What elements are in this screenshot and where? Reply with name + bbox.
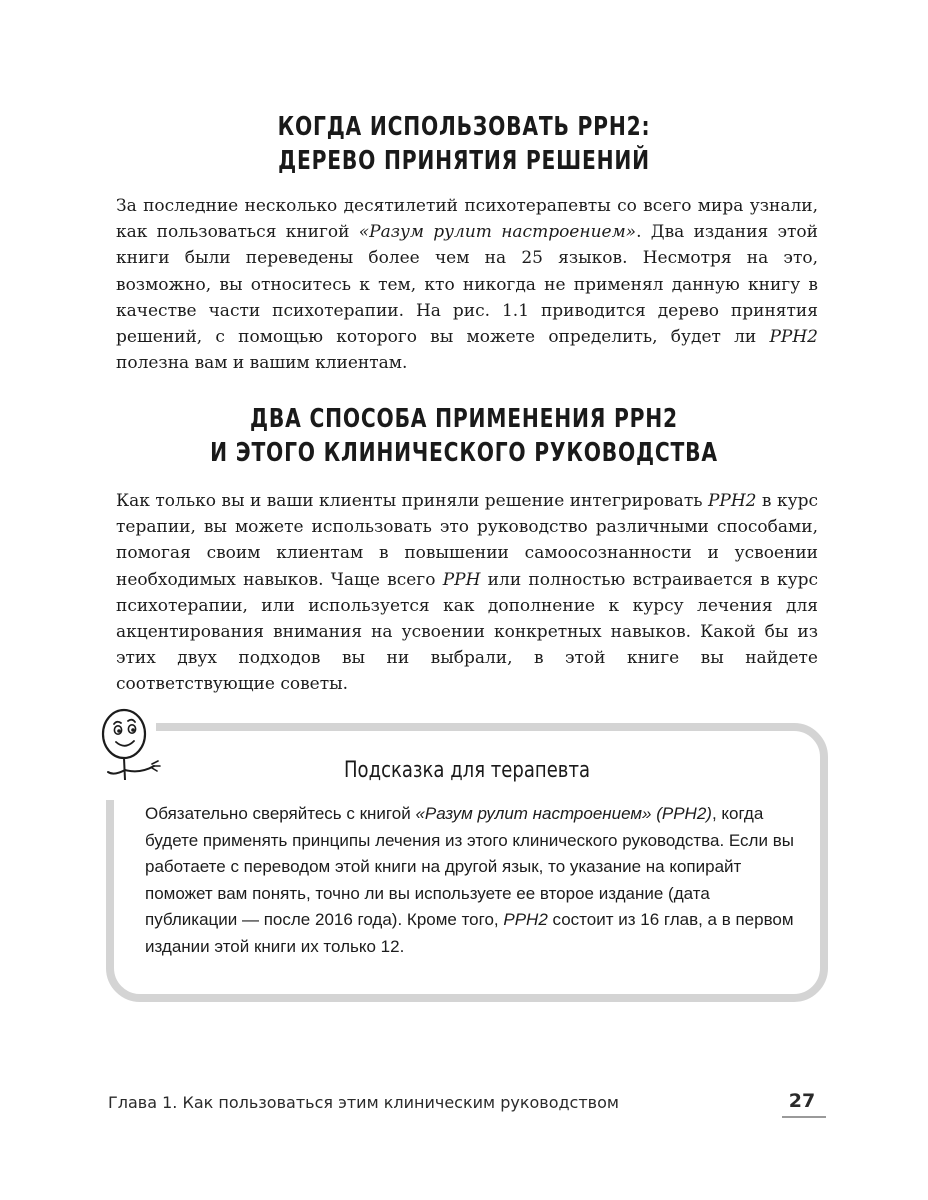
smiley-mascot-icon bbox=[92, 706, 172, 796]
text-run: или полностью встраивается в курс психотерапии, или используется как дополнение к курсу лечения для акцентирования внимания на усвоении конкретных навыков. Какой бы из этих двух подходов вы ни выбрали, в этой книге вы найдете соответствующие советы. bbox=[116, 569, 818, 695]
text-run: , когда будете применять принципы лечения из этого клинического руководства. Если вы работаете с переводом этой книги на другой язык, то указание на копирайт поможет вам понять, точно ли вы используете ее второе издание (дата публикации — после 2016 года). Кроме того, bbox=[145, 804, 794, 930]
text-run: Как только вы и ваши клиенты приняли решение интегрировать bbox=[116, 491, 708, 511]
text-run: За последние несколько десятилетий психотерапевты со всего мира узнали, как пользоваться книгой bbox=[116, 196, 818, 243]
book-abbrev: РРН2 bbox=[769, 327, 818, 348]
book-abbrev: РРН2 bbox=[503, 910, 548, 930]
heading-line: И ЭТОГО КЛИНИЧЕСКОГО РУКОВОДСТВА bbox=[210, 438, 718, 468]
book-title: «Разум рулит настроением» bbox=[358, 222, 637, 243]
page-number-rule bbox=[782, 1116, 826, 1118]
text-run: в курс терапии, вы можете использовать это руководство различными способами, помогая своим клиентам в повышении самоосознанности и усвоении необходимых навыков. Чаще всего bbox=[116, 491, 818, 590]
heading-line: ДВА СПОСОБА ПРИМЕНЕНИЯ РРН2 bbox=[250, 404, 678, 434]
book-abbrev: РРН2 bbox=[707, 491, 757, 511]
footer-chapter-title: Глава 1. Как пользоваться этим клиническим руководством bbox=[108, 1093, 619, 1112]
section-heading-decision-tree bbox=[102, 110, 826, 178]
heading-line: КОГДА ИСПОЛЬЗОВАТЬ РРН2: bbox=[277, 112, 651, 142]
text-run: полезна вам и вашим клиентам. bbox=[116, 353, 408, 374]
book-title: «Разум рулит настроением» (РРН2) bbox=[415, 804, 712, 823]
book-abbrev: РРН bbox=[442, 569, 481, 590]
paragraph-decision-tree bbox=[116, 193, 818, 376]
text-run: Обязательно сверяйтесь с книгой bbox=[145, 804, 416, 823]
page-number: 27 bbox=[788, 1090, 816, 1112]
text-run: . Два издания этой книги были переведены более чем на 25 языков. Несмотря на это, возможно, вы относитесь к тем, кто никогда не применял данную книгу в качестве части психотерапии. На рис. 1.1 приводится дерево принятия решений, с помощью которого вы можете определить, будет ли bbox=[116, 222, 818, 348]
heading-line: ДЕРЕВО ПРИНЯТИЯ РЕШЕНИЙ bbox=[278, 146, 650, 176]
tip-text bbox=[145, 801, 795, 961]
text-run: состоит из 16 глав, а в первом издании этой книги их только 12. bbox=[145, 910, 794, 956]
tip-title: Подсказка для терапевта bbox=[343, 758, 591, 783]
paragraph-two-ways bbox=[116, 488, 818, 698]
section-heading-two-ways bbox=[102, 402, 826, 470]
